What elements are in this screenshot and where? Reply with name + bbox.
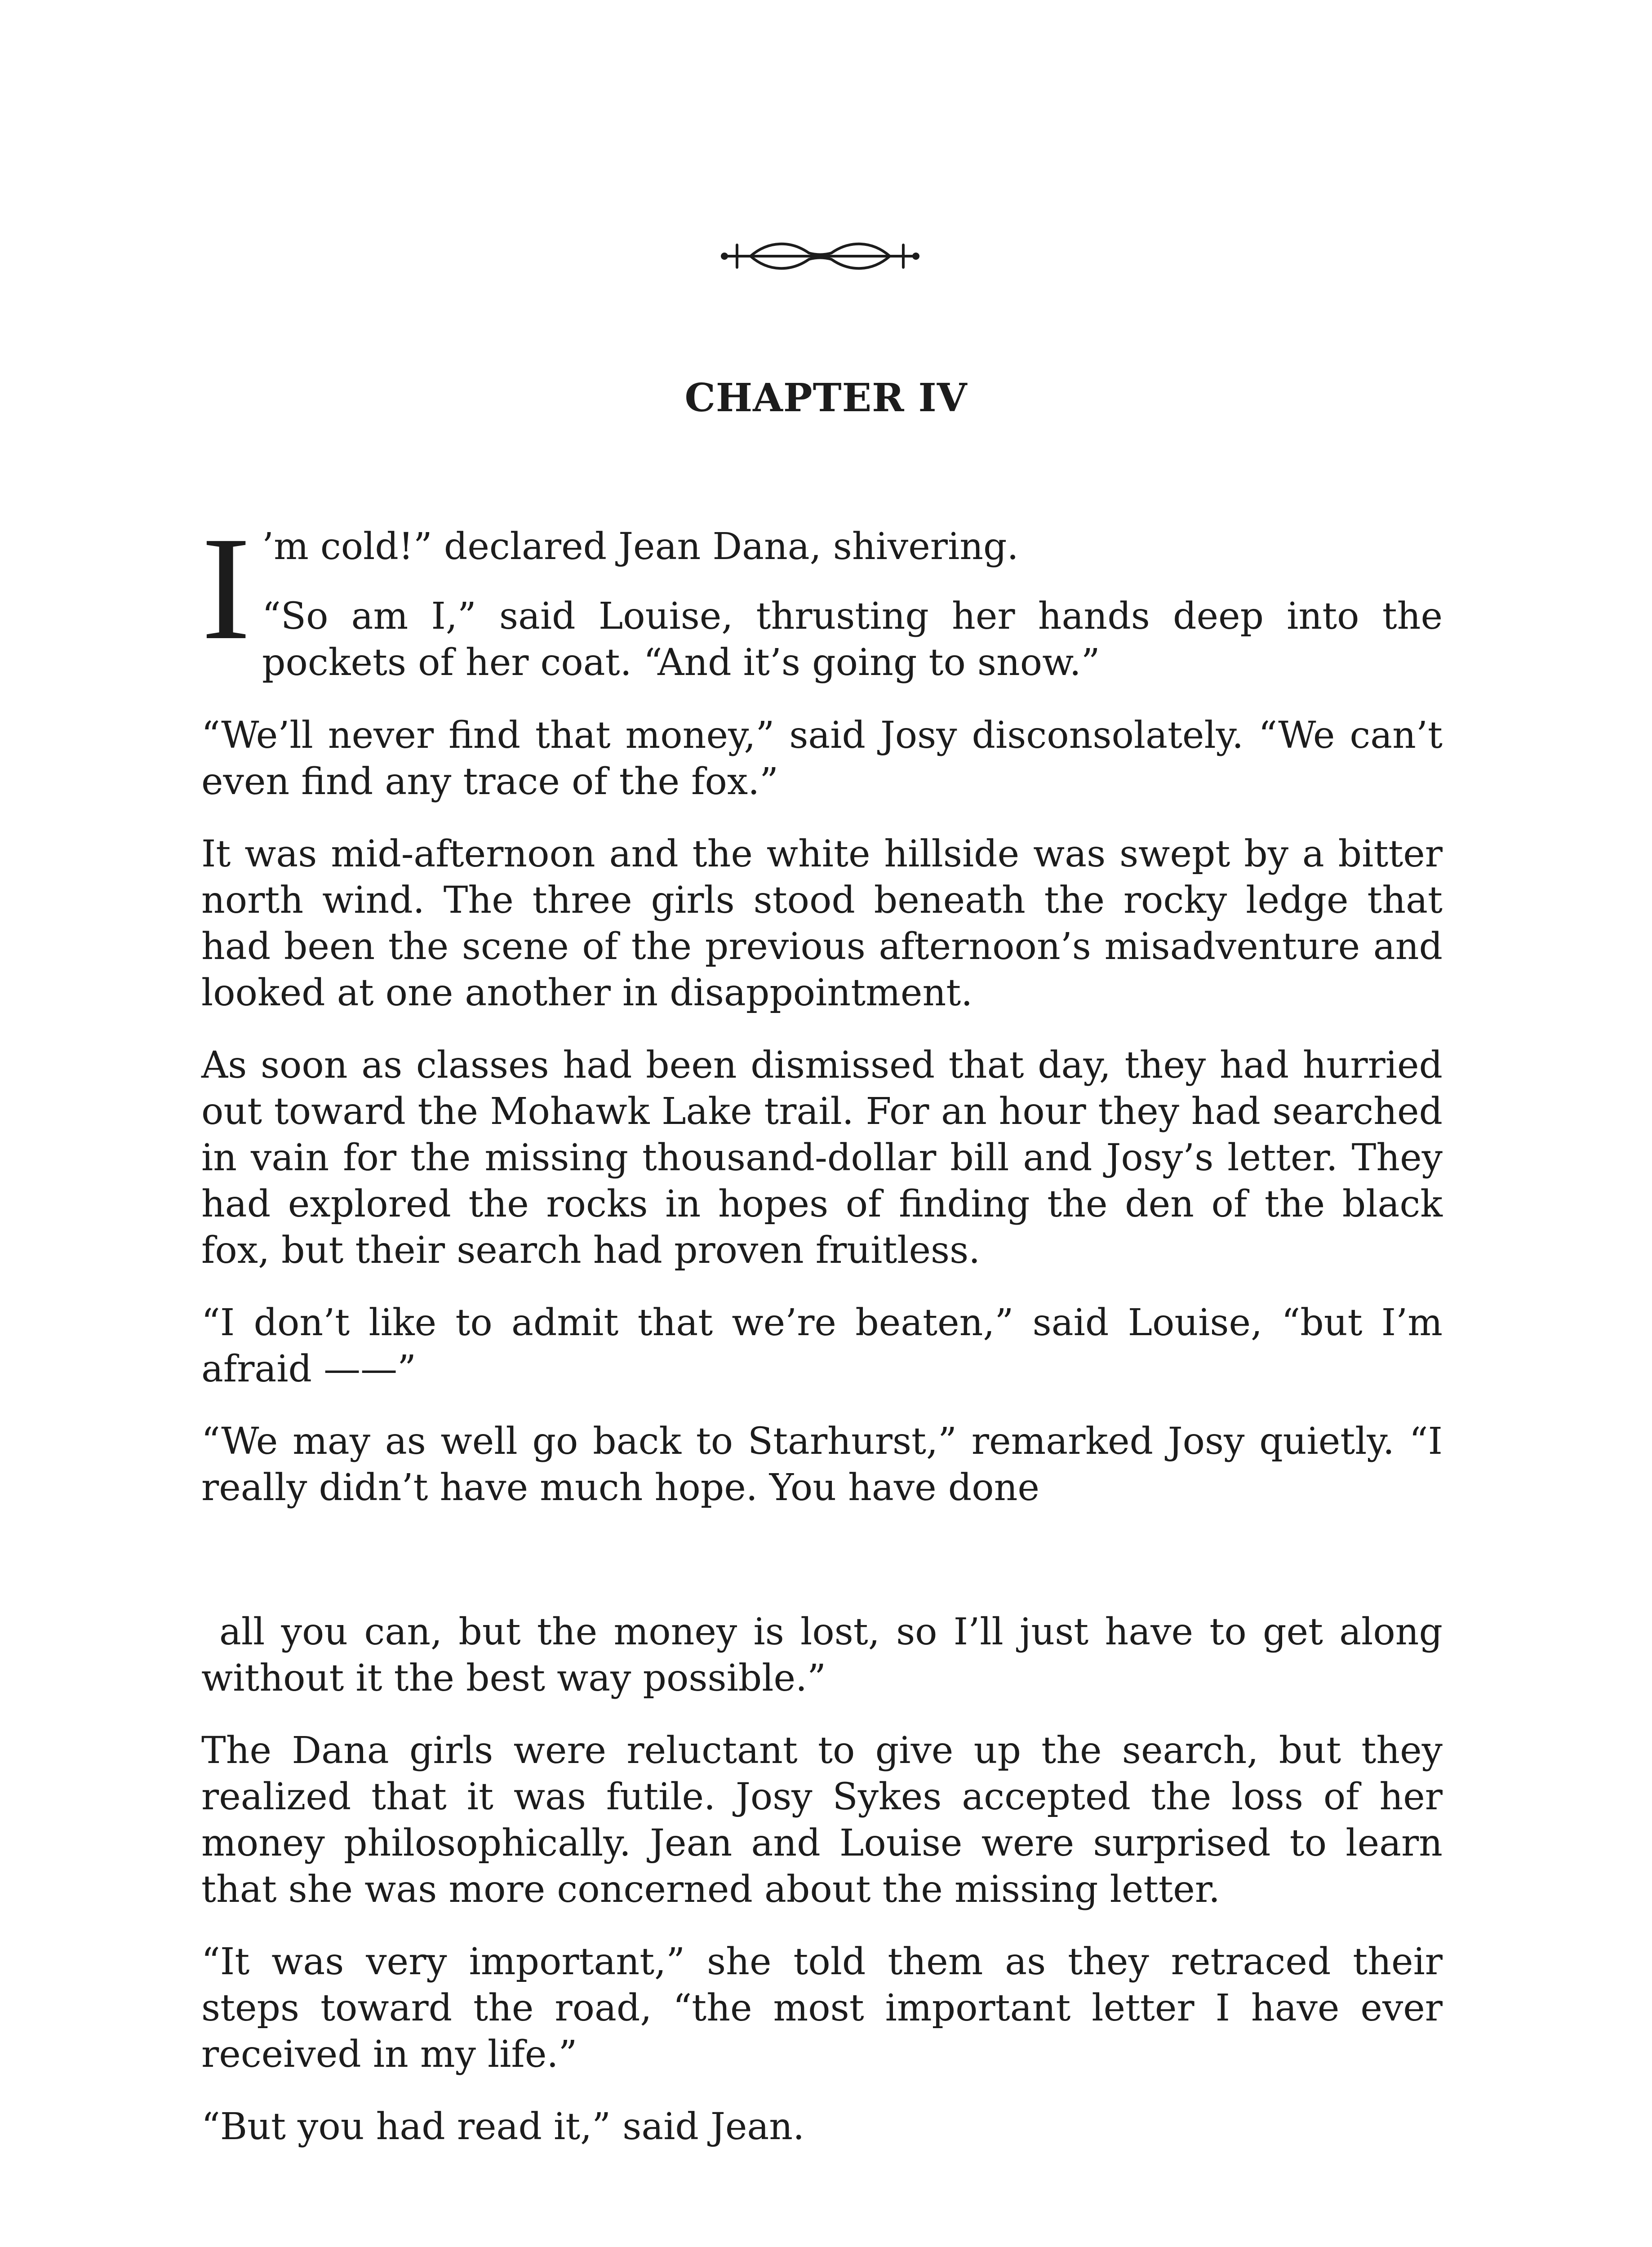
paragraph: “We’ll never find that money,” said Josy disconsolately. “We can’t even find any trace of the fox.” [201,714,1443,803]
paragraph: The Dana girls were reluctant to give up the search, but they realized that it was futile. Josy Sykes accepted the loss of her money philosophically. Jean and Louise were surprised to learn that she was more concerned about the missing letter. [201,1729,1443,1911]
paragraph: “We may as well go back to Starhurst,” remarked Josy quietly. “I really didn’t have much hope. You have done [201,1420,1443,1509]
chapter-title: CHAPTER IV [684,375,968,421]
paragraph: “I don’t like to admit that we’re beaten,” said Louise, “but I’m afraid ——” [201,1301,1443,1390]
opening-block [201,506,1443,694]
paragraph: “It was very important,” she told them as they retraced their steps toward the road, “the most important letter I have ever received in my life.” [201,1941,1443,2076]
opening-line: ’m cold!” declared Jean Dana, shivering. [262,525,1019,568]
paragraph: all you can, but the money is lost, so I’ll just have to get along without it the best way possible.” [201,1611,1443,1700]
paragraph: It was mid-afternoon and the white hillside was swept by a bitter north wind. The three girls stood beneath the rocky ledge that had been the scene of the previous afternoon’s misadventure and looked at one another in disappointment. [201,833,1443,1014]
drop-cap: I [201,506,251,671]
body-text-bottom [201,1609,1443,2176]
paragraph: “So am I,” said Louise, thrusting her hands deep into the pockets of her coat. “And it’s going to snow.” [262,595,1443,684]
decorative-flourish-icon [719,231,921,281]
opening-lines [262,524,1443,709]
body-text-top [201,712,1443,1537]
paragraph: “But you had read it,” said Jean. [201,2105,805,2148]
paragraph: As soon as classes had been dismissed that day, they had hurried out toward the Mohawk Lake trail. For an hour they had searched in vain for the missing thousand-dollar bill and Josy’s letter. They had explored the rocks in hopes of finding the den of the black fox, but their search had proven fruitless. [201,1044,1443,1272]
